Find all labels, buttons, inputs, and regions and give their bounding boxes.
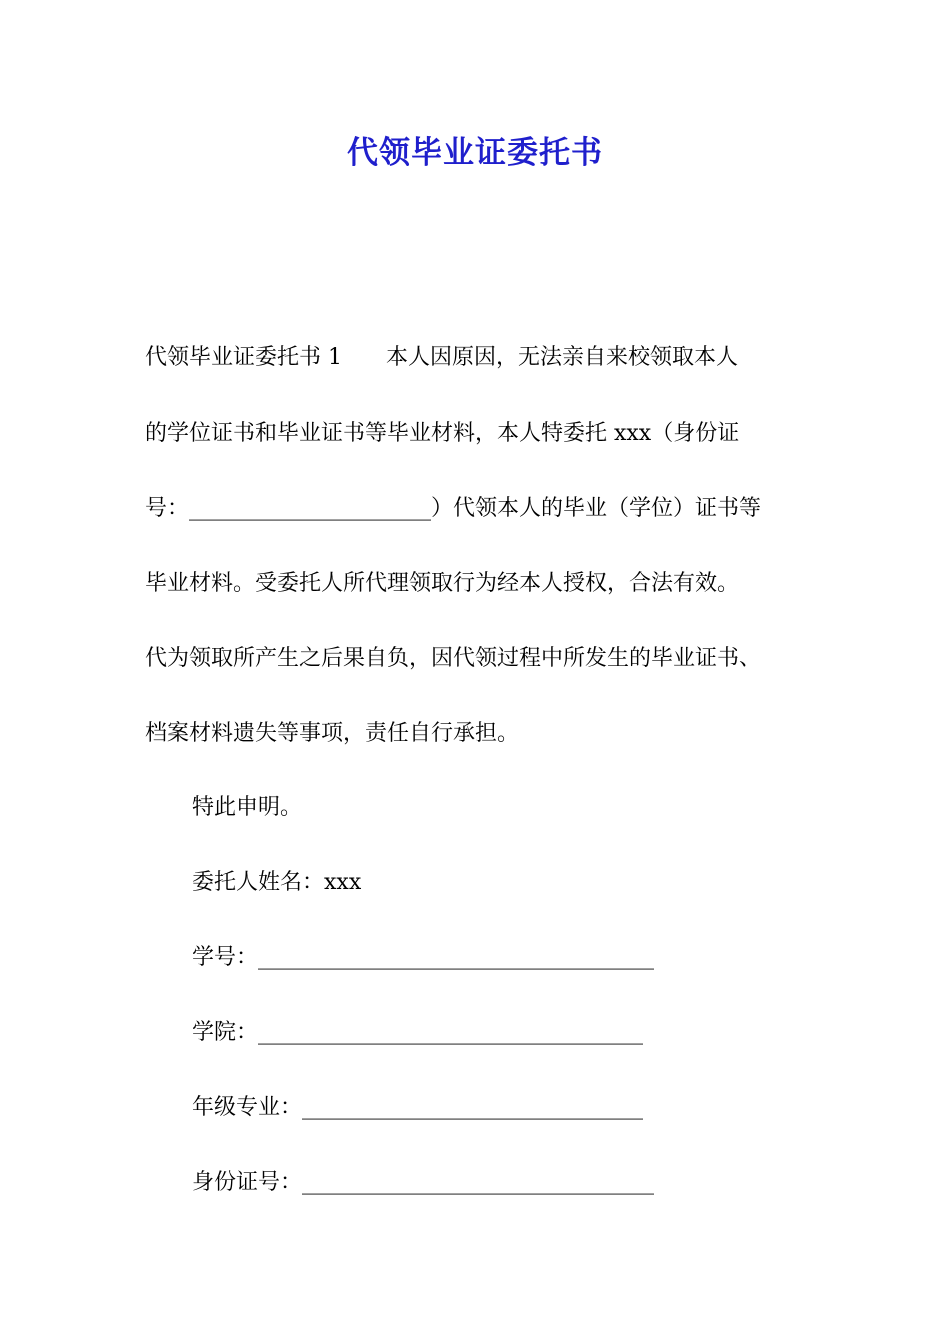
field-value: ________________________________: [302, 1170, 655, 1195]
field-student-id: [192, 940, 654, 976]
body-line-1-text: 本人因原因，无法亲自来校领取本人: [386, 345, 739, 370]
body-line-4: 毕业材料。受委托人所代理领取行为经本人授权，合法有效。: [145, 571, 740, 596]
field-value: xxx: [324, 870, 362, 895]
body-line-1-heading: 代领毕业证委托书 1: [145, 345, 342, 370]
declaration: 特此申明。: [192, 795, 303, 820]
body-line-6: 档案材料遗失等事项，责任自行承担。: [145, 721, 520, 746]
field-principal-name: [192, 865, 361, 901]
field-value: ___________________________________: [258, 1020, 644, 1045]
field-grade-major: [192, 1090, 643, 1126]
body-line-5: 代为领取所产生之后果自负，因代领过程中所发生的毕业证书、: [145, 646, 762, 671]
field-college: [192, 1015, 643, 1051]
field-id-number: [192, 1165, 654, 1201]
field-label: 委托人姓名：: [192, 870, 325, 895]
field-label: 学号：: [192, 945, 259, 970]
field-label: 年级专业：: [192, 1095, 303, 1120]
body-line-2: 的学位证书和毕业证书等毕业材料，本人特委托 xxx（身份证: [145, 421, 740, 446]
field-label: 身份证号：: [192, 1170, 303, 1195]
field-value: ____________________________________: [258, 945, 655, 970]
field-label: 学院：: [192, 1020, 259, 1045]
body-line-1: [145, 340, 738, 376]
body-line-3: 号：______________________）代领本人的毕业（学位）证书等: [145, 496, 762, 521]
field-value: _______________________________: [302, 1095, 644, 1120]
document-title: 代领毕业证委托书: [347, 135, 603, 171]
